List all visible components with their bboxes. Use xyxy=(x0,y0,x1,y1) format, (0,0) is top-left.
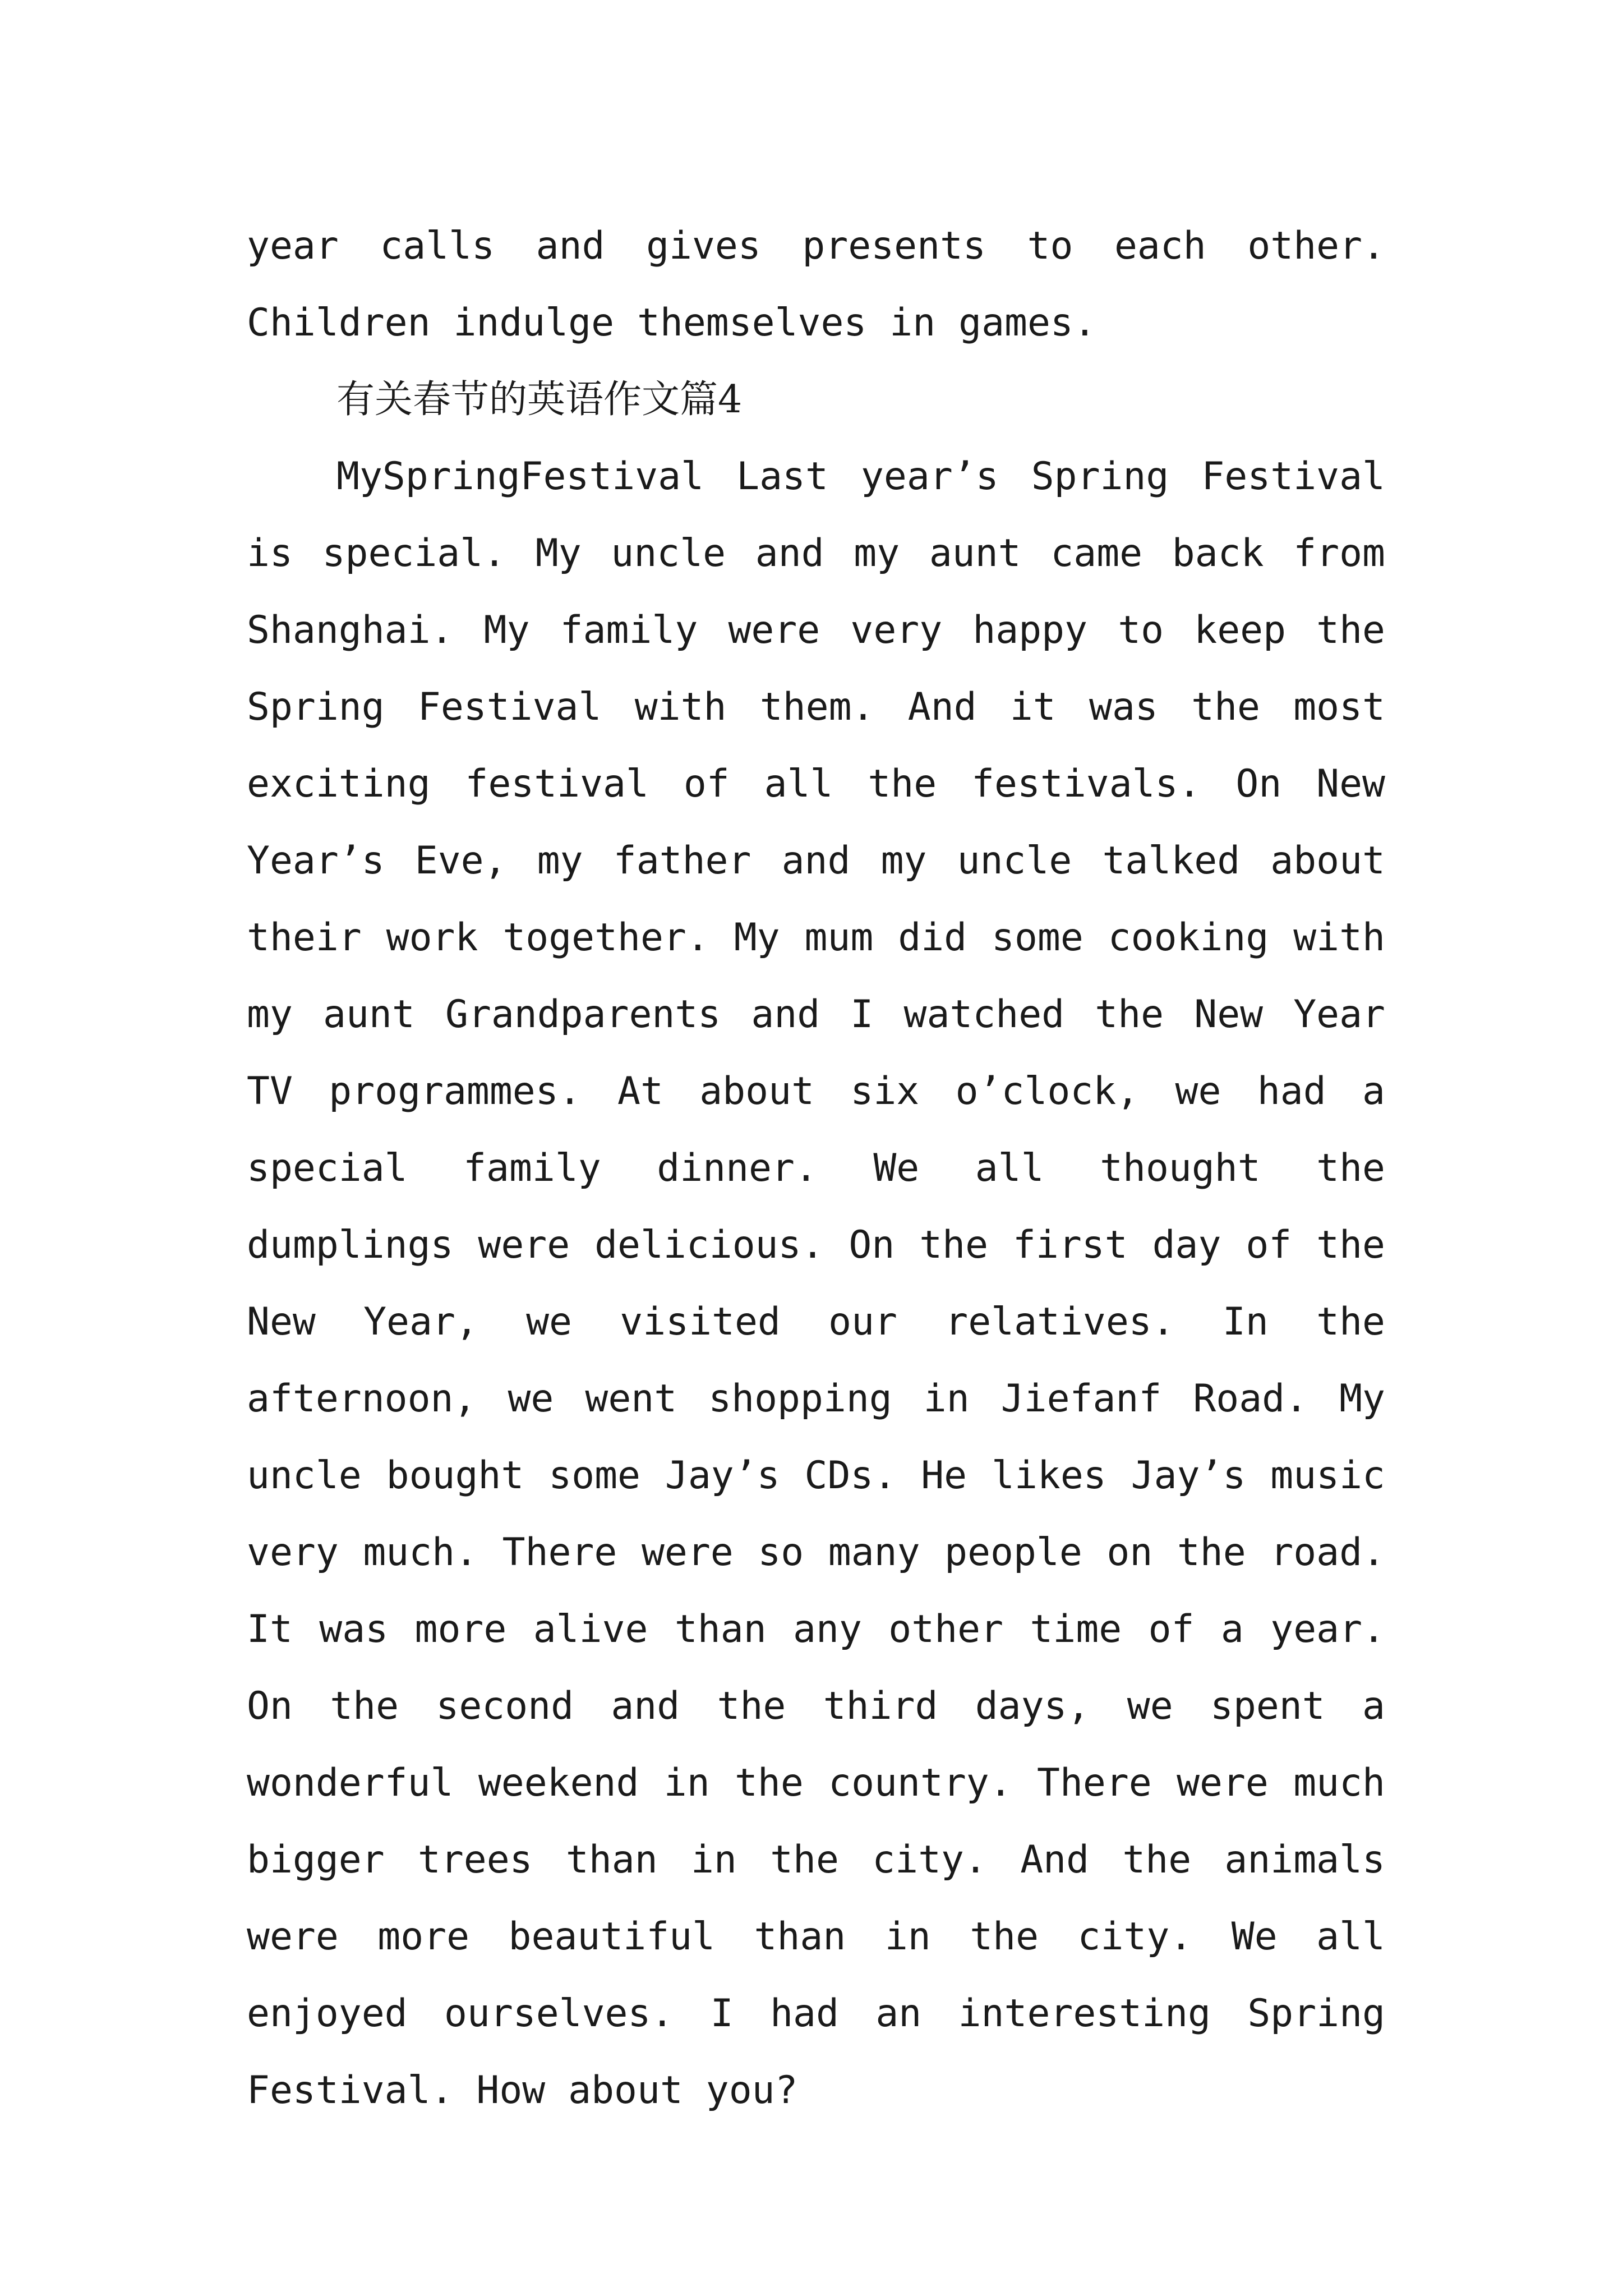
section-heading: 有关春节的英语作文篇4 xyxy=(336,378,743,422)
document-page xyxy=(247,208,1385,2129)
essay-paragraph: MySpringFestival Last year’s Spring Festival is special. My uncle and my aunt came back from Shanghai. My family were very happy to keep the Spring Festival with them. And it was the most exciting festival of all the festivals. On New Year’s Eve, my father and my uncle talked about their work together. My mum did some cooking with my aunt Grandparents and I watched the New Year TV programmes. At about six o’clock, we had a special family dinner. We all thought the dumplings were delicious. On the first day of the New Year, we visited our relatives. In the afternoon, we went shopping in Jiefanf Road. My uncle bought some Jay’s CDs. He likes Jay’s music very much. There were so many people on the road. It was more alive than any other time of a year. On the second and the third days, we spent a wonderful weekend in the country. There were much bigger trees than in the city. And the animals were more beautiful than in the city. We all enjoyed ourselves. I had an interesting Spring Festival. How about you? xyxy=(247,454,1385,2113)
continuation-paragraph: year calls and gives presents to each other. Children indulge themselves in games. xyxy=(247,224,1385,345)
